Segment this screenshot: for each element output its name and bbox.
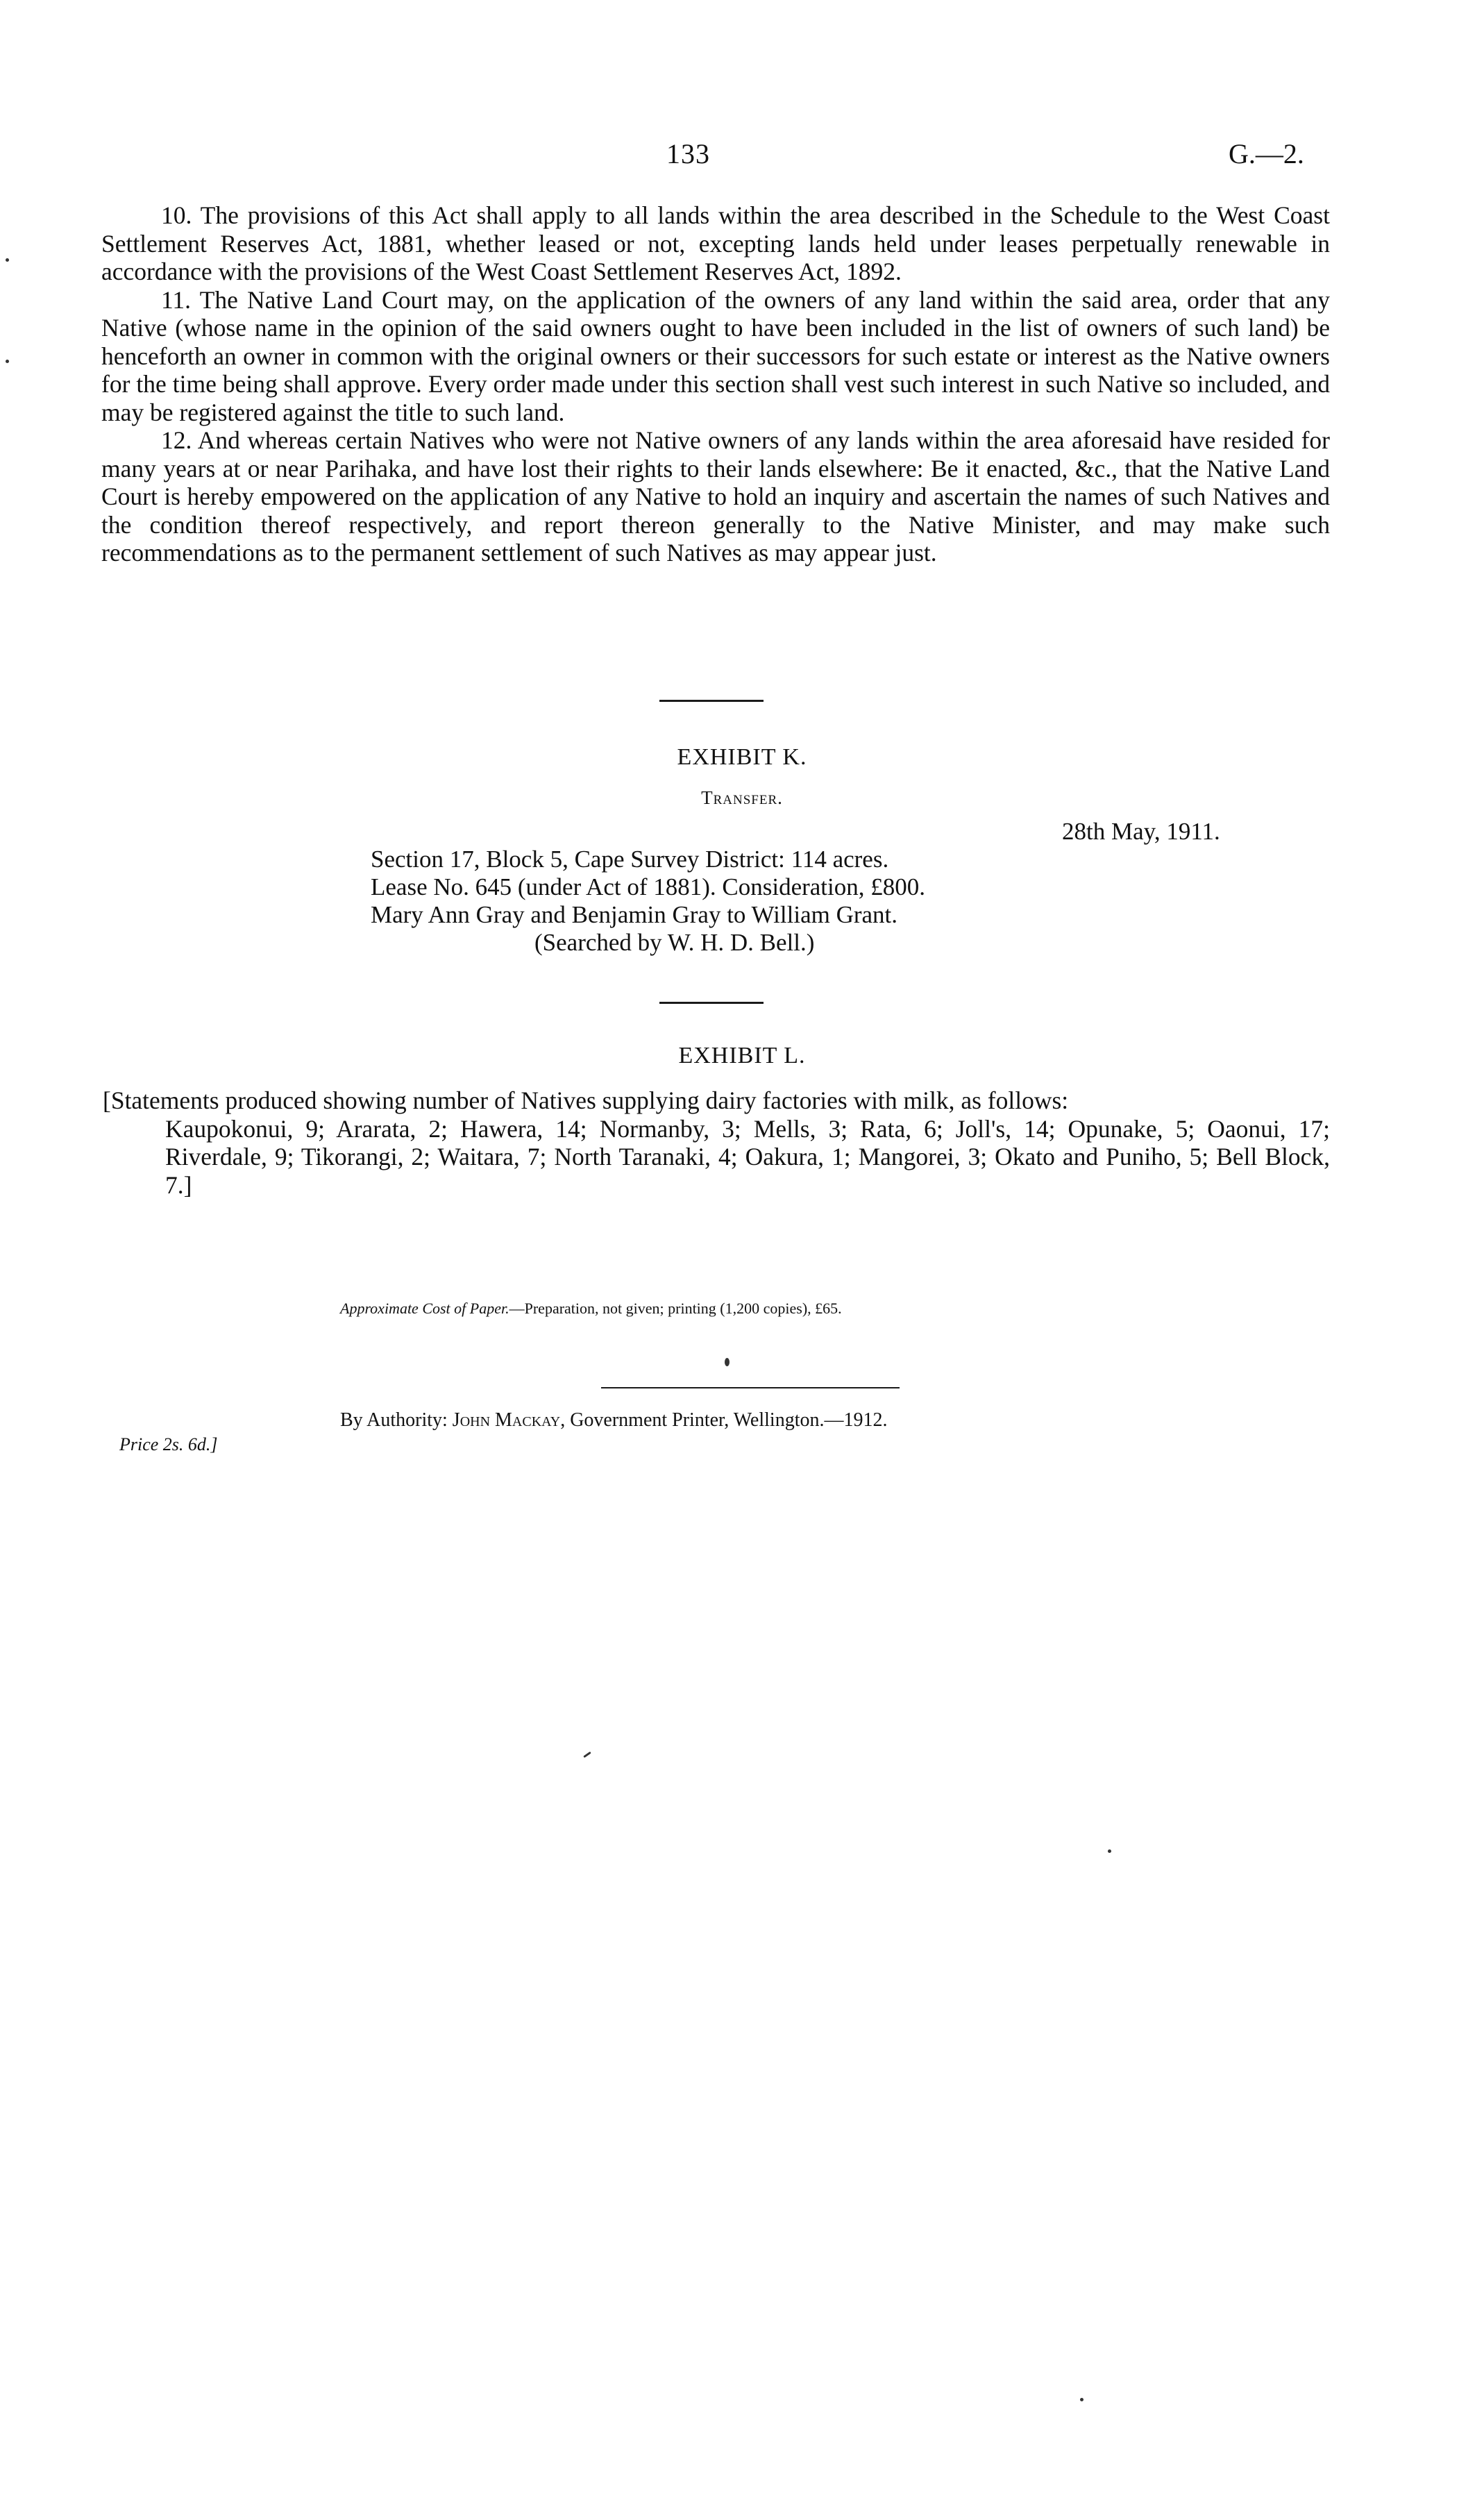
page-number: 133 [666, 138, 710, 169]
transfer-parties-line: Mary Ann Gray and Benjamin Gray to William Grant. [371, 901, 898, 928]
exhibit-k-title: EXHIBIT K. [677, 744, 807, 770]
transfer-lease-line: Lease No. 645 (under Act of 1881). Consideration, £800. [371, 873, 926, 900]
transfer-section-line: Section 17, Block 5, Cape Survey District: 114 acres. [371, 846, 889, 873]
divider-rule-3 [601, 1387, 900, 1388]
transfer-date: 28th May, 1911. [1062, 818, 1220, 845]
act-sections [101, 201, 1330, 567]
cost-label: Approximate Cost of Paper. [340, 1300, 509, 1317]
series-code: G.—2. [1229, 138, 1304, 169]
section-10: 10. The provisions of this Act shall apply to all lands within the area described in the Schedule to the West Coast Settlement Reserves Act, 1881, whether leased or not, excepting lands held under leases perpetually renewable in accordance with the provisions of the West Coast Settlement Reserves Act, 1892. [101, 201, 1330, 285]
printer-name: John Mackay [452, 1409, 561, 1431]
divider-rule-2 [659, 1002, 764, 1004]
authority-suffix: , Government Printer, Wellington.—1912. [560, 1409, 888, 1431]
section-11: 11. The Native Land Court may, on the application of the owners of any land within the said area, order that any Native (whose name in the opinion of the said owners ought to have been included in the list of owners of such land) be henceforth an owner in common with the original owners or their successors for such estate or interest as the Native owners for the time being shall approve. Every order made under this section shall vest such interest in such Native so included, and may be registered against the title to such land. [101, 285, 1330, 426]
scan-speck [6, 360, 9, 363]
exhibit-k-subtitle: Transfer. [701, 787, 783, 808]
transfer-details [371, 846, 925, 957]
page-header [0, 137, 1484, 179]
scan-speck [725, 1358, 730, 1366]
exhibit-l-list: Kaupokonui, 9; Ararata, 2; Hawera, 14; Normanby, 3; Mells, 3; Rata, 6; Joll's, 14; Opunake, 5; Oaonui, 17; Riverdale, 9; Tikorangi, 2; Waitara, 7; North Taranaki, 4; Oakura, 1; Mangorei, 3; Okato and Puniho, 5; Bell Block, 7.] [165, 1114, 1330, 1199]
scan-speck [583, 1752, 591, 1758]
divider-rule-1 [659, 700, 764, 702]
scan-speck [1080, 2398, 1084, 2401]
price-note: Price 2s. 6d.] [119, 1434, 218, 1454]
section-12: 12. And whereas certain Natives who were not Native owners of any lands within the area aforesaid have resided for many years at or near Parihaka, and have lost their rights to their lands elsewhere: Be it enacted, &c., that the Native Land Court is hereby empowered on the application of any Native to hold an inquiry and ascertain the names of such Natives and the condition thereof respectively, and report thereon generally to the Native Minister, and may make such recommendations as to the permanent settlement of such Natives as may appear just. [101, 426, 1330, 566]
transfer-searched-line: (Searched by W. H. D. Bell.) [534, 929, 815, 956]
exhibit-l-statement [103, 1086, 1330, 1199]
cost-of-paper-note [340, 1300, 842, 1318]
scan-speck [1108, 1849, 1111, 1853]
exhibit-l-intro: [Statements produced showing number of Natives supplying dairy factories with milk, as follows: [103, 1086, 1069, 1114]
authority-prefix: By Authority: [340, 1409, 448, 1431]
cost-text: —Preparation, not given; printing (1,200 copies), £65. [509, 1300, 842, 1317]
printer-authority [340, 1409, 887, 1432]
exhibit-l-title: EXHIBIT L. [678, 1043, 806, 1068]
scan-speck [6, 258, 9, 262]
